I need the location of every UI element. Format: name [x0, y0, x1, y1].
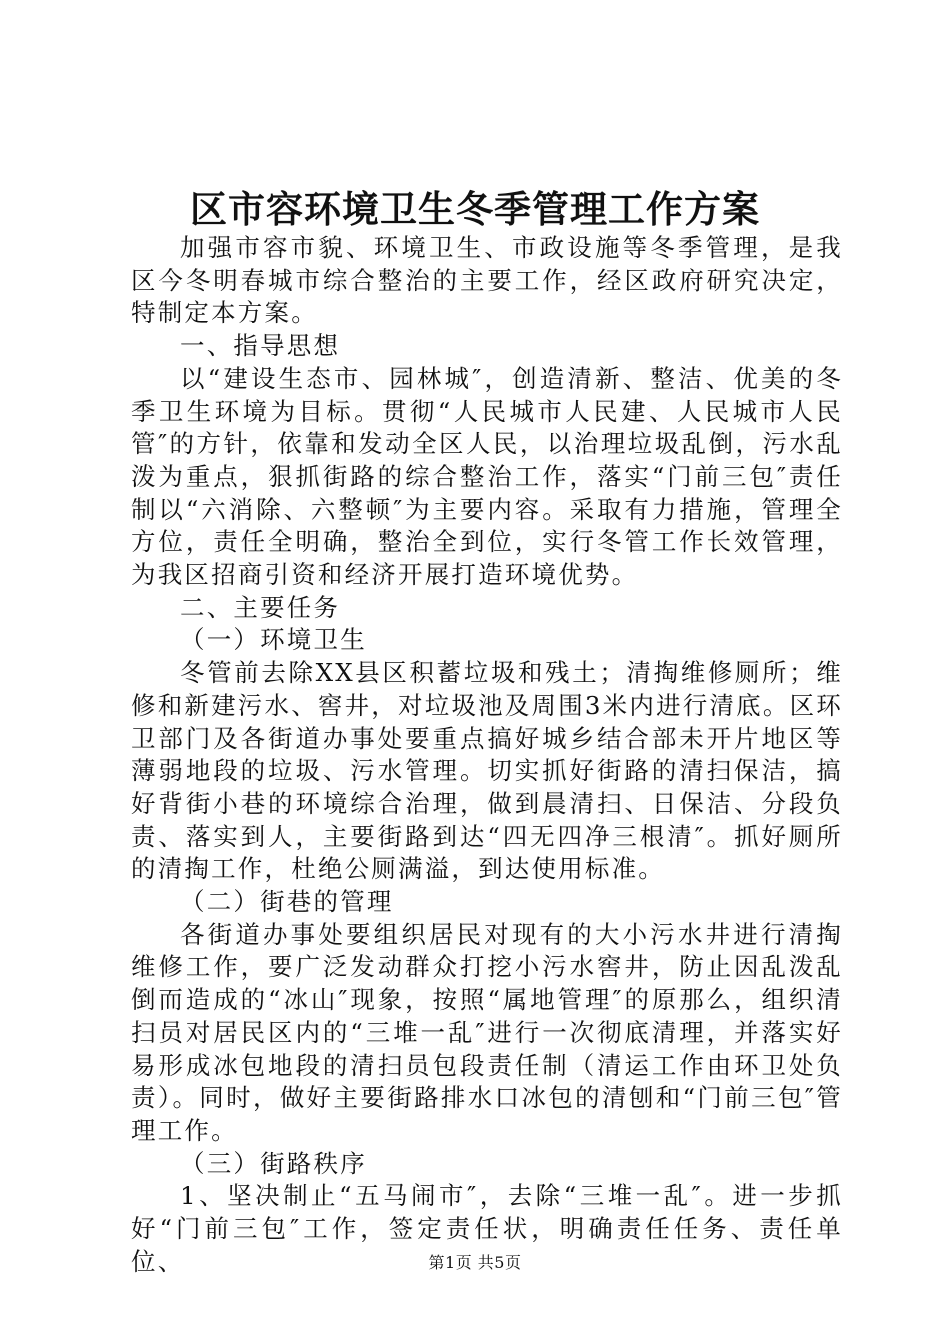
road-order-paragraph: 1、坚决制止“五马闹市″，去除“三堆一乱″。进一步抓好“门前三包″工作，签定责任状，明确责任任务、责任单位、: [131, 1181, 843, 1276]
document-title: 区市容环境卫生冬季管理工作方案: [190, 187, 760, 231]
streets-paragraph: 各街道办事处要组织居民对现有的大小污水井进行清掏维修工作，要广泛发动群众打挖小污水窖井，防止因乱泼乱倒而造成的“冰山″现象，按照“属地管理″的原那么，组织清扫员对居民区内的“三堆一乱″进行一次彻底清理，并落实好易形成冰包地段的清扫员包段责任制（清运工作由环卫处负责）。同时，做好主要街路排水口冰包的清刨和“门前三包″管理工作。: [131, 919, 843, 1145]
document-body: [131, 232, 843, 1279]
section-heading-guiding-thought: 一、指导思想: [180, 331, 341, 361]
intro-paragraph: 加强市容市貌、环境卫生、市政设施等冬季管理，是我区今冬明春城市综合整治的主要工作，经区政府研究决定，特制定本方案。: [131, 233, 843, 328]
subsection-heading-streets: （二）街巷的管理: [180, 887, 394, 917]
environment-paragraph: 冬管前去除XX县区积蓄垃圾和残土；清掏维修厕所；维修和新建污水、窖井，对垃圾池及周围3米内进行清底。区环卫部门及各街道办事处要重点搞好城乡结合部未开片地区等薄弱地段的垃圾、污水管理。切实抓好街路的清扫保洁，搞好背街小巷的环境综合治理，做到晨清扫、日保洁、分段负责、落实到人，主要街路到达“四无四净三根清″。抓好厕所的清掏工作，杜绝公厕满溢，到达使用标准。: [131, 658, 843, 884]
subsection-heading-environment: （一）环境卫生: [180, 625, 367, 655]
page-footer: 第1页 共5页: [428, 1253, 522, 1272]
section-heading-main-tasks: 二、主要任务: [180, 592, 341, 622]
guiding-thought-paragraph: 以“建设生态市、园林城″，创造清新、整洁、优美的冬季卫生环境为目标。贯彻“人民城市人民建、人民城市人民管″的方针，依靠和发动全区人民，以治理垃圾乱倒，污水乱泼为重点，狠抓街路的综合整治工作，落实“门前三包″责任制以“六消除、六整顿″为主要内容。采取有力措施，管理全方位，责任全明确，整治全到位，实行冬管工作长效管理，为我区招商引资和经济开展打造环境优势。: [131, 363, 843, 590]
subsection-heading-road-order: （三）街路秩序: [180, 1148, 367, 1178]
